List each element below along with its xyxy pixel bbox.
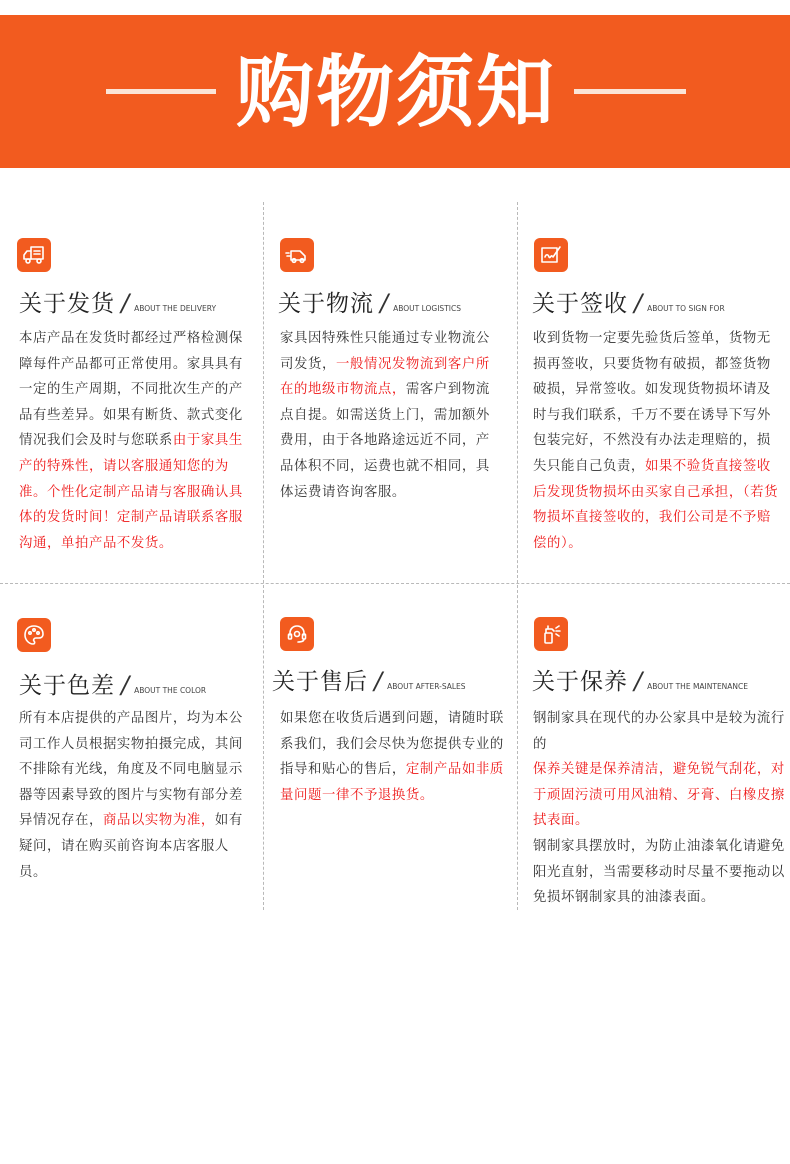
section-paragraph	[19, 706, 251, 885]
body-text: 钢制家具摆放时，为防止油漆氧化请避免阳光直射，当需要移动时尽量不要拖动以免损坏钢制家具的油漆表面。	[533, 838, 785, 906]
spray-bottle-icon	[534, 617, 568, 651]
body-text: 钢制家具在现代的办公家具中是较为流行的	[533, 711, 785, 752]
body-text: 如有疑问，请在购买前咨询本店客服人员。	[19, 813, 243, 880]
section-heading: 关于保养 / ABOUT THE MAINTENANCE	[532, 667, 749, 695]
highlight-text: 一般情况发物流到客户所在的地级市物流点，	[280, 356, 490, 398]
section-title: 关于保养	[532, 669, 628, 695]
section-paragraph	[533, 326, 781, 556]
page-title: 购物须知	[235, 48, 556, 138]
body-text: 如果您在收货后遇到问题，请随时联系我们，我们会尽快为您提供专业的指导和贴心的售后，	[280, 711, 504, 778]
divider-vertical	[517, 202, 518, 583]
highlight-text: 保养关键是保养清洁，避免锐气刮花，对于顽固污渍可用风油精、牙膏、白橡皮擦拭表面。	[533, 762, 785, 829]
divider-vertical	[263, 585, 264, 910]
section-body	[280, 706, 506, 808]
section-subtitle: ABOUT LOGISTICS	[393, 304, 461, 313]
highlight-text: 由于家具生产的特殊性，请以客服通知您的为准。个性化定制产品请与客服确认具体的发货时间！定制产品请联系客服沟通，单拍产品不发货。	[19, 433, 243, 551]
body-text: 本店产品在发货时都经过严格检测保障每件产品都可正常使用。家具具有一定的生产周期，不同批次生产的产品有些差异。如果有断货、款式变化情况我们会及时与您联系	[19, 331, 243, 449]
delivery-truck-icon	[17, 238, 51, 272]
body-text: 需客户到物流点自提。如需送货上门，需加额外费用，由于各地路途远近不同，产品体积不同，运费也就不相同，具体运费请咨询客服。	[280, 382, 490, 500]
section-heading: 关于色差 / ABOUT THE COLOR	[19, 671, 207, 699]
section-heading: 关于签收 / ABOUT TO SIGN FOR	[532, 289, 725, 317]
section-subtitle: ABOUT THE MAINTENANCE	[647, 682, 749, 691]
divider-horizontal	[0, 583, 790, 584]
section-subtitle: ABOUT THE DELIVERY	[134, 304, 217, 313]
body-text: 所有本店提供的产品图片，均为本公司工作人员根据实物拍摄完成，其间不排除有光线，角度及不同电脑显示器等因素导致的图片与实物有部分差异情况存在，	[19, 711, 243, 829]
body-text: 家具因特殊性只能通过专业物流公司发货，	[280, 331, 490, 372]
section-title: 关于物流	[278, 291, 374, 317]
section-paragraph	[280, 326, 502, 505]
banner-decor-line-left	[106, 89, 216, 94]
section-title: 关于色差	[19, 673, 115, 699]
highlight-text: 商品以实物为准，	[102, 813, 215, 829]
section-subtitle: ABOUT THE COLOR	[134, 686, 207, 695]
section-body	[280, 326, 502, 505]
divider-vertical	[517, 585, 518, 910]
signature-icon	[534, 238, 568, 272]
section-heading: 关于物流 / ABOUT LOGISTICS	[278, 289, 461, 317]
section-body	[19, 326, 251, 556]
section-subtitle: ABOUT AFTER-SALES	[387, 682, 466, 691]
section-body	[533, 706, 785, 911]
section-subtitle: ABOUT TO SIGN FOR	[647, 304, 725, 313]
logistics-van-icon	[280, 238, 314, 272]
highlight-text: 如果不验货直接签收后发现货物损坏由买家自己承担，（若货物损坏直接签收的，我们公司是不予赔偿的）。	[533, 458, 779, 551]
banner-decor-line-right	[574, 89, 686, 94]
section-heading: 关于售后 / ABOUT AFTER-SALES	[272, 667, 466, 695]
divider-vertical	[263, 202, 264, 583]
section-paragraph	[533, 706, 785, 757]
section-body	[19, 706, 251, 885]
section-title: 关于签收	[532, 291, 628, 317]
highlight-text: 定制产品如非质量问题一律不予退换货。	[280, 762, 504, 803]
section-paragraph	[533, 834, 785, 911]
section-paragraph	[19, 326, 251, 556]
color-palette-icon	[17, 618, 51, 652]
section-title: 关于售后	[272, 669, 368, 695]
section-paragraph	[280, 706, 506, 808]
body-text: 收到货物一定要先验货后签单，货物无损再签收，只要货物有破损，都签货物破损，异常签收。如发现货物损坏请及时与我们联系，千万不要在诱导下写外包装完好，不然没有办法走理赔的，损失只能自己负责，	[533, 331, 771, 474]
customer-service-icon	[280, 617, 314, 651]
section-heading: 关于发货 / ABOUT THE DELIVERY	[19, 289, 217, 317]
header-banner	[0, 15, 790, 168]
section-paragraph	[533, 757, 785, 834]
section-body	[533, 326, 781, 556]
section-title: 关于发货	[19, 291, 115, 317]
